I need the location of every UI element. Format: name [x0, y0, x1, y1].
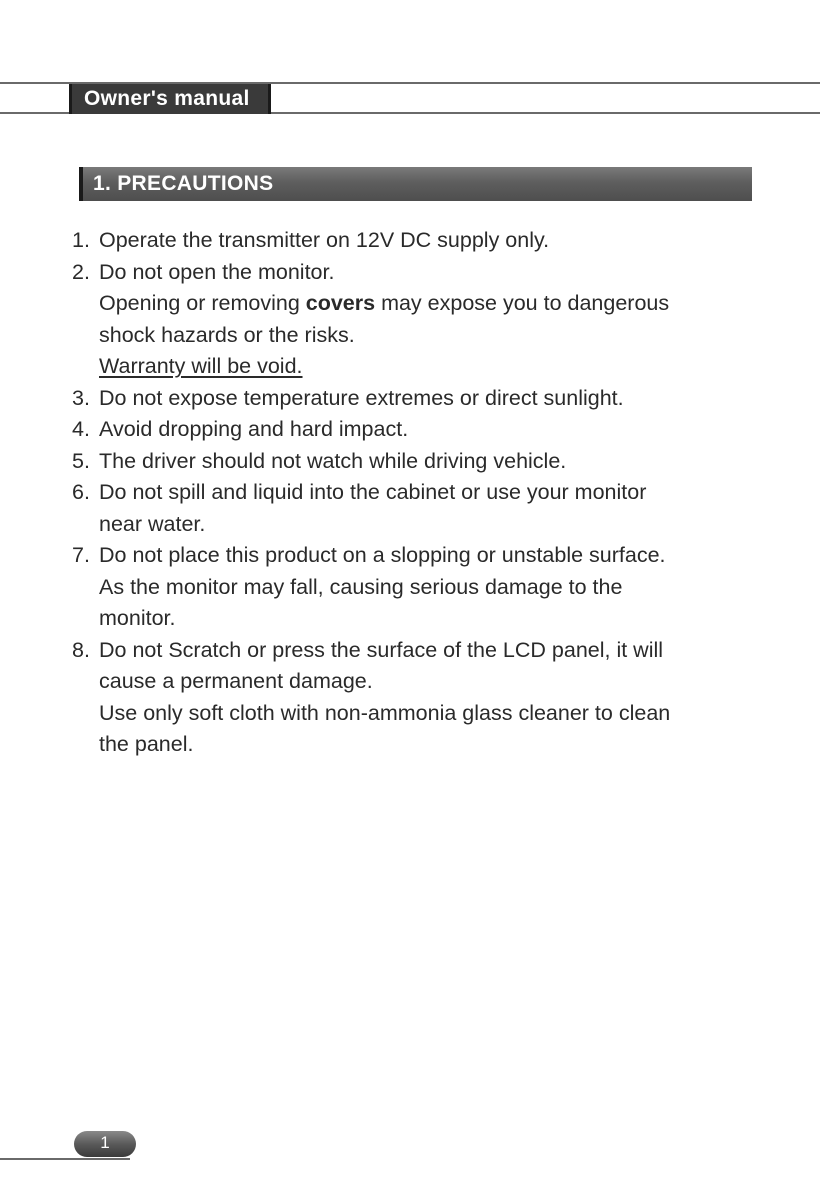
item-text: shock hazards or the risks. [99, 322, 355, 347]
item-number: 5. [72, 448, 90, 473]
item-text: Use only soft cloth with non-ammonia glass cleaner to clean [99, 700, 671, 725]
emphasis-text: covers [305, 291, 376, 315]
item-number: 2. [72, 259, 90, 284]
item-text: Do not open the monitor. [99, 259, 335, 284]
item-text: monitor. [99, 606, 176, 630]
item-text: cause a permanent damage. [99, 669, 373, 693]
item-text: Do not place this product on a slopping or unstable surface. [99, 543, 666, 567]
item-number: 7. [72, 543, 90, 567]
item-text: the panel. [99, 732, 194, 756]
item-number: 6. [72, 480, 90, 504]
item-number: 1. [72, 228, 90, 252]
precautions-list [72, 225, 772, 761]
warranty-warning: Warranty will be void. [99, 354, 303, 378]
list-item [72, 383, 772, 415]
list-item [72, 635, 772, 761]
list-item [72, 225, 772, 257]
item-text-segment: may expose you to dangerous [375, 291, 670, 315]
item-text: Avoid dropping and hard impact. [99, 417, 409, 441]
item-text: Do not expose temperature extremes or direct sunlight. [99, 385, 624, 410]
list-item [72, 414, 772, 446]
item-number: 3. [72, 385, 90, 410]
section-title: 1. PRECAUTIONS [93, 172, 274, 195]
item-text: Operate the transmitter on 12V DC supply only. [99, 228, 550, 252]
item-text: Do not Scratch or press the surface of the LCD panel, it will [99, 637, 664, 662]
item-text [99, 351, 772, 383]
item-number: 8. [72, 637, 90, 662]
list-item [72, 477, 772, 540]
page-number: 1 [100, 1133, 110, 1152]
item-text: The driver should not watch while driving vehicle. [99, 448, 567, 473]
header-tab [69, 84, 271, 114]
item-text: near water. [99, 511, 206, 536]
item-text-segment: Opening or removing [99, 291, 306, 315]
section-header-bar [79, 167, 752, 201]
list-item [72, 540, 772, 635]
list-item [72, 257, 772, 383]
footer-rule [0, 1158, 130, 1160]
list-item [72, 446, 772, 478]
item-number: 4. [72, 417, 90, 441]
item-text [99, 288, 772, 320]
manual-title: Owner's manual [84, 87, 250, 110]
item-text: Do not spill and liquid into the cabinet or use your monitor [99, 480, 647, 504]
page-number-badge [74, 1131, 136, 1157]
item-text: As the monitor may fall, causing serious damage to the [99, 574, 623, 599]
